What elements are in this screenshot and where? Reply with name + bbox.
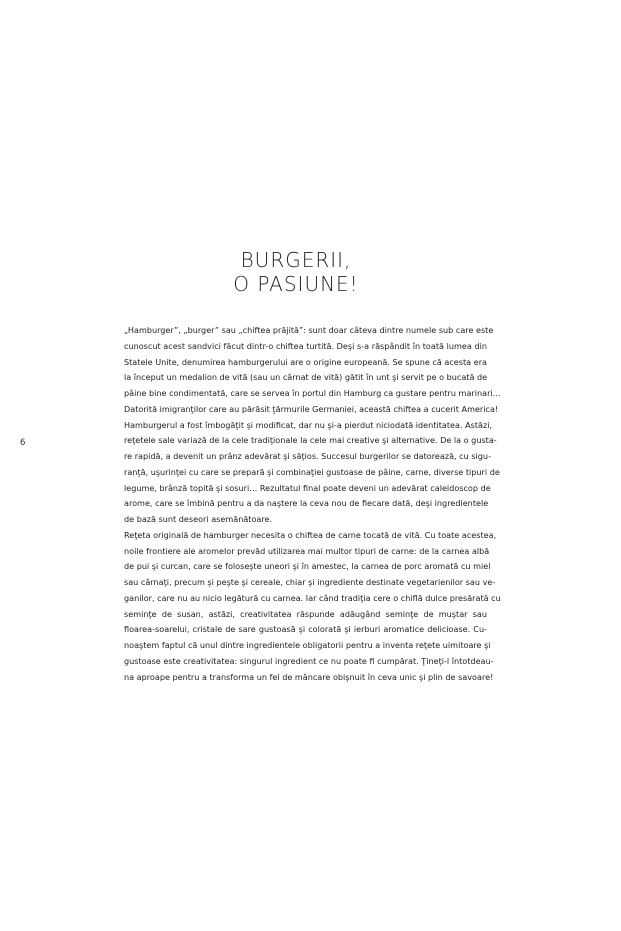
text-line: legume, brânză topită şi sosuri… Rezultatul final poate deveni un adevărat caleidoscop de xyxy=(124,482,491,493)
text-line: Reţeta originală de hamburger necesita o chiftea de carne tocată de vită. Cu toate acestea, xyxy=(124,529,497,540)
text-line: arome, care se îmbină pentru a da naştere la ceva nou de fiecare dată, deşi ingredientele xyxy=(124,498,489,509)
page-title xyxy=(0,248,592,296)
page-title-line-1: BURGERII, xyxy=(240,248,352,272)
text-line: noile frontiere ale aromelor prevăd utilizarea mai multor tipuri de carne: de la carnea albă xyxy=(124,545,490,556)
text-line: la început un medalion de vită (sau un cârnat de vită) gătit în unt şi servit pe o bucată de xyxy=(124,372,488,383)
text-line: na aproape pentru a transforma un fel de mâncare obişnuit în ceva unic şi plin de savoare! xyxy=(124,671,494,682)
text-line: re rapidă, a devenit un prânz adevărat şi săţios. Succesul burgerilor se datorează, cu sigu- xyxy=(124,451,491,461)
text-line: seminţe de susan, astăzi, creativitatea răspunde adăugând seminţe de muştar sau xyxy=(124,608,487,619)
body-text xyxy=(124,323,501,685)
text-line: Datorită imigranţilor care au părăsit ţărmurile Germaniei, această chiftea a cucerit America! xyxy=(124,403,499,414)
text-line: pâine bine condimentată, care se servea în portul din Hamburg ca gustare pentru marinari… xyxy=(124,388,501,398)
text-line: Hamburgerul a fost îmbogăţit şi modificat, dar nu şi-a pierdut niciodată identitatea. Astăzi, xyxy=(124,419,493,430)
text-line: gustoase este creativitatea: singurul ingredient ce nu poate fi cumpărat. Ţineţi-l întotdeau- xyxy=(124,655,494,666)
text-line: de pui şi curcan, care se foloseşte uneori şi în amestec, la carnea de porc aromată cu miel xyxy=(124,561,491,572)
page-title-line-2: O PASIUNE! xyxy=(233,272,359,296)
text-line: sau cârnaţi, precum şi peşte şi cereale, chiar şi ingrediente destinate vegetarienilor sau ve- xyxy=(124,577,496,587)
text-line: Statele Unite, denumirea hamburgerului are o origine europeană. Se spune că acesta era xyxy=(124,356,487,367)
text-line: ganilor, care nu au nicio legătură cu carnea. Iar când tradiţia cere o chiflă dulce presărată cu xyxy=(124,592,501,603)
text-line: de bază sunt deseori asemănătoare. xyxy=(124,514,273,524)
text-line: cunoscut acest sandvici făcut dintr-o chiftea turtită. Deşi s-a răspândit în toată lumea din xyxy=(124,340,487,351)
text-line: ranţă, uşurinţei cu care se prepară şi combinaţiei gustoase de pâine, carne, diverse tipuri de xyxy=(124,466,500,477)
text-line: floarea-soarelui, cristale de sare gustoasă şi colorată şi ierburi aromatice delicioase. Cu- xyxy=(124,624,487,635)
page-number: 6 xyxy=(20,438,26,448)
text-line: noaştem faptul că unul dintre ingredientele obligatorii pentru a inventa reţete uimitoare şi xyxy=(124,640,491,650)
text-line: „Hamburger”, „burger” sau „chiftea prăjită”: sunt doar câteva dintre numele sub care este xyxy=(124,325,494,335)
text-line: reţetele sale variază de la cele tradiţionale la cele mai creative şi alternative. De la o gusta- xyxy=(124,435,497,446)
